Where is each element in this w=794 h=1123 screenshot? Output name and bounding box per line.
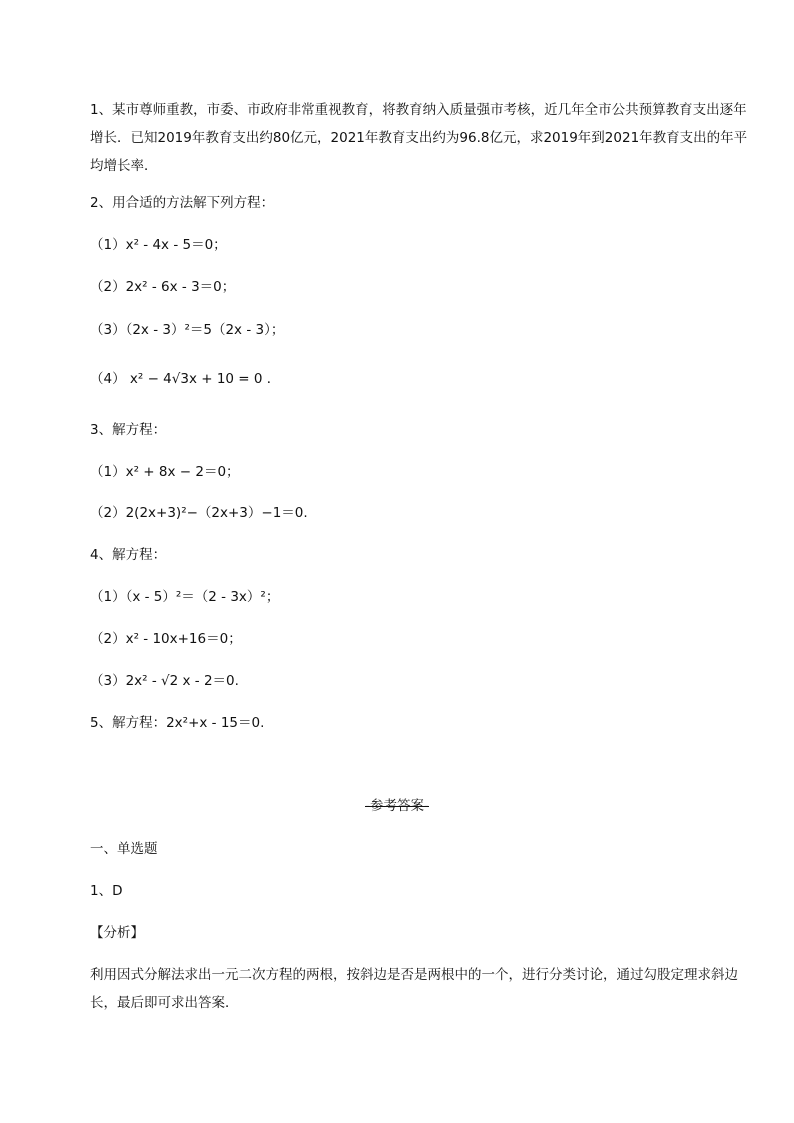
analysis-label: 【分析】 [90,925,144,941]
question-4-item-1: （1）（x - 5）²＝（2 - 3x）²； [90,589,280,605]
question-2-item-3: （3）（2x - 3）²＝5（2x - 3）； [90,322,285,338]
question-4-item-2: （2）x² - 10x+16＝0； [90,631,242,647]
answer-item-1: 1、D [90,883,123,899]
question-3-item-2: （2）2(2x+3)²−（2x+3）−1＝0. [90,505,308,521]
question-4-item-3: （3）2x² - √2 x - 2＝0. [90,673,239,689]
question-5: 5、解方程：2x²+x - 15＝0. [90,715,265,731]
analysis-text: 利用因式分解法求出一元二次方程的两根，按斜边是否是两根中的一个，进行分类讨论，通过勾股定理求斜边长，最后即可求出答案． [90,967,738,1011]
answers-heading [0,796,794,816]
question-3-item-1: （1）x² + 8x − 2＝0； [90,464,240,480]
question-2-title: 2、用合适的方法解下列方程： [90,195,275,211]
question-4-title: 4、解方程： [90,547,167,563]
answers-heading-text: -参考答案- [365,798,429,814]
question-1: 1、某市尊师重教，市委、市政府非常重视教育，将教育纳入质量强市考核，近几年全市公共预算教育支出逐年增长．已知2019年教育支出约80亿元，2021年教育支出约为96.8亿元，求2019年到2021年教育支出的年平均增长率． [90,102,748,174]
question-2-item-1: （1）x² - 4x - 5＝0； [90,237,227,253]
question-3-title: 3、解方程： [90,422,167,438]
question-2-item-2: （2）2x² - 6x - 3＝0； [90,279,236,295]
question-2-item-4: （4） x² − 4√3x + 10 = 0 ． [90,371,281,387]
answers-section-title: 一、单选题 [90,841,158,857]
